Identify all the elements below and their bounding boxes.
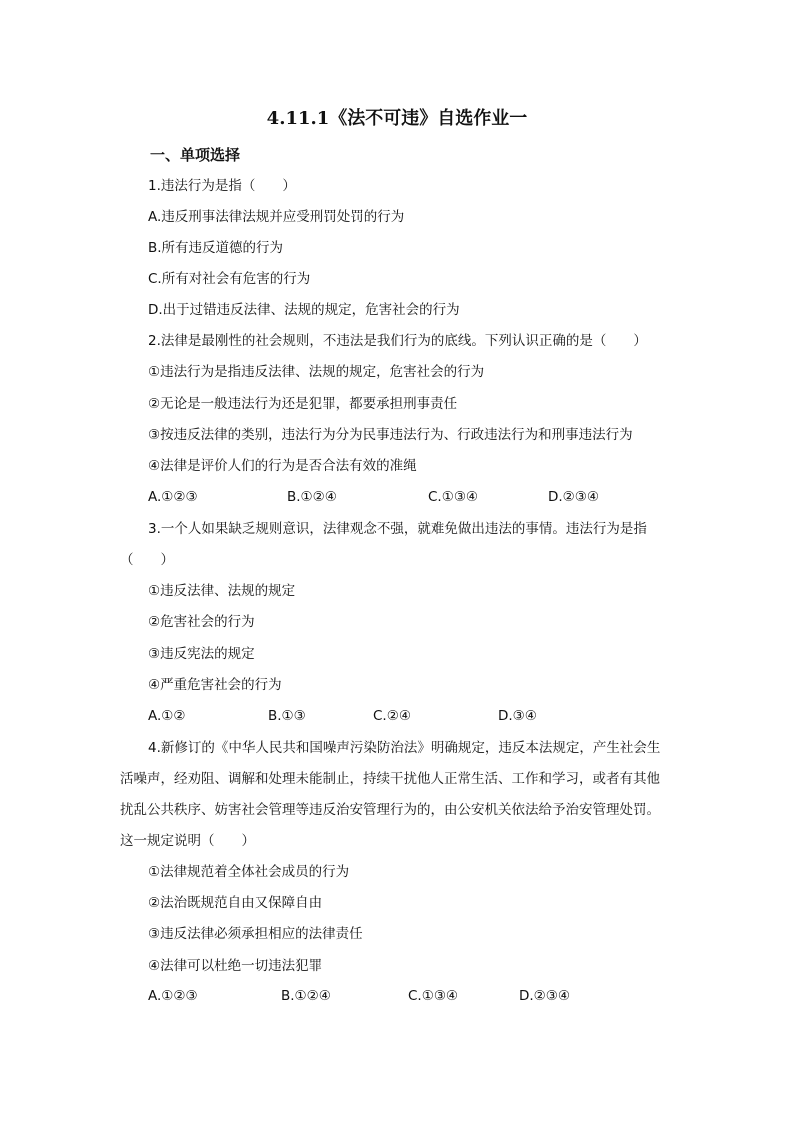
q2-item-2: ②无论是一般违法行为还是犯罪，都要承担刑事责任: [148, 396, 458, 412]
q2-item-3: ③按违反法律的类别，违法行为分为民事违法行为、行政违法行为和刑事违法行为: [148, 427, 633, 443]
q4-stem-line-2: 活噪声，经劝阻、调解和处理未能制止，持续干扰他人正常生活、工作和学习，或者有其他: [120, 771, 660, 787]
q1-option-d: D.出于过错违反法律、法规的规定，危害社会的行为: [148, 302, 460, 318]
q4-choice-c: C.①③④: [408, 988, 459, 1004]
q2-choice-d: D.②③④: [548, 489, 599, 505]
q1-option-b: B.所有违反道德的行为: [148, 240, 284, 256]
q2-choice-c: C.①③④: [428, 489, 479, 505]
q3-item-2: ②危害社会的行为: [148, 614, 255, 630]
q3-stem-line-2: （ ）: [120, 552, 174, 568]
q2-choice-a: A.①②③: [148, 489, 198, 505]
section-heading: 一、单项选择: [150, 146, 241, 164]
q1-stem: 1.违法行为是指（ ）: [148, 178, 296, 194]
q4-item-2: ②法治既规范自由又保障自由: [148, 895, 323, 911]
document-title: 4.11.1《法不可违》自选作业一: [266, 108, 528, 129]
q3-item-3: ③违反宪法的规定: [148, 646, 255, 662]
q3-item-4: ④严重危害社会的行为: [148, 677, 282, 693]
q2-item-1: ①违法行为是指违反法律、法规的规定，危害社会的行为: [148, 364, 485, 380]
q3-choice-a: A.①②: [148, 708, 186, 724]
q3-choice-c: C.②④: [373, 708, 411, 724]
q4-stem-line-3: 扰乱公共秩序、妨害社会管理等违反治安管理行为的，由公安机关依法给予治安管理处罚。: [120, 802, 660, 818]
q2-item-4: ④法律是评价人们的行为是否合法有效的准绳: [148, 458, 417, 474]
q4-item-4: ④法律可以杜绝一切违法犯罪: [148, 958, 323, 974]
q3-stem-line-1: 3.一个人如果缺乏规则意识，法律观念不强，就难免做出违法的事情。违法行为是指: [148, 521, 647, 537]
q4-choice-b: B.①②④: [281, 988, 331, 1004]
q1-option-c: C.所有对社会有危害的行为: [148, 271, 311, 287]
q4-item-3: ③违反法律必须承担相应的法律责任: [148, 926, 363, 942]
q3-item-1: ①违反法律、法规的规定: [148, 583, 296, 599]
q2-choice-b: B.①②④: [287, 489, 337, 505]
q4-choice-d: D.②③④: [519, 988, 570, 1004]
q4-choice-a: A.①②③: [148, 988, 198, 1004]
q3-choice-b: B.①③: [268, 708, 306, 724]
q4-stem-line-1: 4.新修订的《中华人民共和国噪声污染防治法》明确规定，违反本法规定，产生社会生: [148, 740, 661, 756]
q2-stem: 2.法律是最刚性的社会规则，不违法是我们行为的底线。下列认识正确的是（ ）: [148, 333, 647, 349]
q4-item-1: ①法律规范着全体社会成员的行为: [148, 864, 350, 880]
q1-option-a: A.违反刑事法律法规并应受刑罚处罚的行为: [148, 209, 405, 225]
q4-stem-line-4: 这一规定说明（ ）: [120, 833, 255, 849]
q3-choice-d: D.③④: [498, 708, 537, 724]
